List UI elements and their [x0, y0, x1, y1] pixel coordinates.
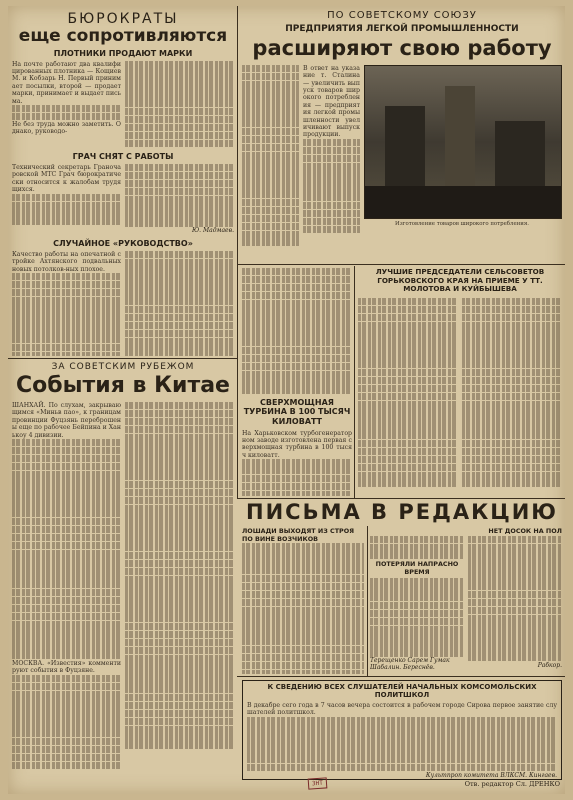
section-headline: еще сопротивляются — [18, 26, 228, 46]
section-rubric: ЗА СОВЕТСКИМ РУБЕЖОМ — [51, 362, 195, 372]
section-subhead: ПРЕДПРИЯТИЯ ЛЕГКОЙ ПРОМЫШЛЕННОСТИ — [285, 24, 519, 34]
article-title: ЛУЧШИЕ ПРЕДСЕДАТЕЛИ СЕЛЬСОВЕТОВ ГОРЬКОВСКОГО КРАЯ НА ПРИЕМЕ У ТТ. МОЛОТОВА И КУЙБЫШЕВА — [375, 268, 545, 294]
article-title: ПОТЕРЯЛИ НАПРАСНО ВРЕМЯ — [375, 559, 459, 576]
article-title: НЕТ ДОСОК НА ПОЛ — [488, 528, 562, 535]
article-text: Качество работы на опечатной стройке Ахтянского подвальных новых потолков-ных плохое. — [12, 250, 121, 273]
column-rule — [237, 6, 238, 498]
notice-text: В декабре сего года в 7 часов вечера состоится в рабочем городе Сирова первое занятие слушателей политшкол. — [247, 701, 557, 717]
newspaper-page — [8, 6, 565, 794]
section-rule — [237, 264, 565, 265]
turbine-section — [242, 268, 352, 496]
komsomol-notice — [242, 680, 562, 780]
library-stamp: ЗНТ — [308, 777, 328, 789]
letters-header — [242, 502, 562, 526]
factory-photo — [364, 65, 562, 219]
letters-column-1 — [242, 528, 364, 674]
article-text: В ответ на указание т. Сталина — увеличить выпуск товаров широкого потребления — предприятия легкой промышленности увеличивают выпуск продукции. — [303, 64, 360, 139]
photo-caption: Изготовление товаров широкого потребления. — [395, 220, 529, 227]
notice-title: К СВЕДЕНИЮ ВСЕХ СЛУШАТЕЛЕЙ НАЧАЛЬНЫХ КОМСОМОЛЬСКИХ ПОЛИТШКОЛ — [267, 683, 537, 700]
article-text: Технический секретарь Граночаровской МТС Грач бюрократически относится к жалобам трудящихся. — [12, 163, 121, 194]
article-text: ШАНХАЙ. По слухам, закрывающимся «Миньв пао», к границам провинции Фуцзянь переброшены еще по рабочее Бейпина и Ханькоу 4 дивизии. — [12, 402, 121, 439]
article-text: На почте работают два квалифицированных плотника — Кощиев М. и Кобзарь Н. Первый принимает посылки, второй — продает марки, принимает и выдает письма. — [12, 60, 121, 105]
article-signature: Рабкор. — [537, 661, 562, 669]
article-title: СВЕРХМОЩНАЯ ТУРБИНА В 100 ТЫСЯЧ КИЛОВАТТ — [243, 397, 351, 426]
footer — [242, 780, 560, 792]
article-signature: Терещенко Сарем Гумак Шабалин. Береснёв. — [370, 657, 450, 672]
china-section — [12, 362, 234, 790]
article-title: СЛУЧАЙНОЕ «РУКОВОДСТВО» — [53, 239, 193, 249]
article-title: ПЛОТНИКИ ПРОДАЮТ МАРКИ — [53, 49, 193, 58]
notice-signature: Культпроп комитета ВЛКСМ. Кингаев. — [425, 771, 557, 779]
article-title: ЛОШАДИ ВЫХОДЯТ ИЗ СТРОЯ ПО ВИНЕ ВОЗЧИКОВ — [242, 528, 355, 543]
article-title: ГРАЧ СНЯТ С РАБОТЫ — [72, 152, 174, 162]
article-text: МОСКВА. «Известия» комментируют события в Фуцзяне. — [12, 659, 121, 675]
section-rule — [8, 358, 237, 359]
section-kicker: ПО СОВЕТСКОМУ СОЮЗУ — [327, 10, 477, 21]
column-rule — [367, 526, 368, 676]
section-rubric: БЮРОКРАТЫ — [67, 12, 179, 27]
editor-credit: Отв. редактор Сл. ДРЕНКО — [464, 780, 560, 788]
section-headline: расширяют свою работу — [252, 35, 552, 60]
article-signature: Ю. Мадмаев. — [192, 227, 234, 235]
letters-column-2 — [370, 528, 562, 674]
column-rule — [354, 266, 355, 498]
article-text: Не без труда можно заметить. Однако, руководо- — [12, 120, 121, 136]
section-rule — [237, 676, 565, 677]
section-rule — [237, 498, 565, 499]
article-text: На Харьковском турбогенераторном заводе изготовлена первая сверхмощная турбина в 100 тысяч киловатт. — [242, 429, 352, 459]
section-headline: ПИСЬМА В РЕДАКЦИЮ — [246, 502, 558, 524]
section-headline: События в Китае — [16, 373, 230, 398]
bureaucrats-section — [12, 12, 234, 356]
light-industry-section — [242, 10, 562, 262]
chairmen-section — [358, 268, 562, 496]
